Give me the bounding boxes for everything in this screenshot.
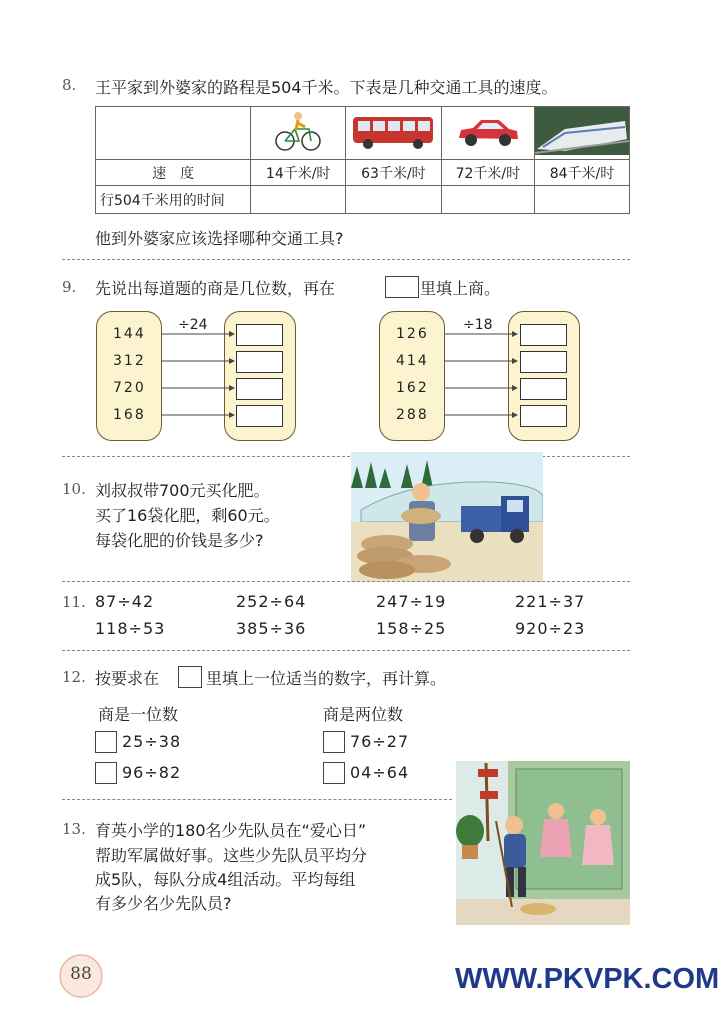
digit-input-box[interactable]: [95, 762, 117, 784]
quotient-answer-box[interactable]: [520, 405, 567, 427]
dividend: 144: [113, 326, 146, 342]
dividend: 720: [113, 380, 146, 396]
quotient-answer-box[interactable]: [236, 405, 283, 427]
quotient-answer-box[interactable]: [520, 378, 567, 400]
question-10-line: 每袋化肥的价钱是多少?: [95, 531, 264, 550]
divisor-label: ÷18: [463, 317, 493, 333]
volunteers-illustration: [456, 761, 630, 925]
question-12-text-end: 里填上一位适当的数字，再计算。: [206, 669, 447, 688]
divisor-label: ÷24: [178, 317, 208, 333]
digit-input-box[interactable]: [323, 731, 345, 753]
question-13-line: 育英小学的180名少先队员在“爱心日”: [95, 821, 367, 840]
quotient-answer-box[interactable]: [236, 324, 283, 346]
quotient-answer-box[interactable]: [520, 324, 567, 346]
question-9-text-start: 先说出每道题的商是几位数，再在: [95, 279, 336, 298]
bicycle-icon: [273, 109, 323, 153]
question-13-line: 有多少名少先队员?: [95, 894, 232, 913]
speed-table: [95, 106, 630, 214]
right-column-title: 商是两位数: [323, 705, 404, 724]
speed-row-label: 速 度: [96, 160, 251, 186]
digit-input-box[interactable]: [323, 762, 345, 784]
dividend: 168: [113, 407, 146, 423]
division-expression: 25÷38: [122, 732, 182, 751]
dividend: 126: [396, 326, 429, 342]
inline-answer-box: [178, 666, 202, 688]
inline-answer-box: [385, 276, 419, 298]
question-8-followup: 他到外婆家应该选择哪种交通工具?: [95, 229, 344, 248]
question-10-line: 刘叔叔带700元买化肥。: [95, 481, 270, 500]
division-expression: 76÷27: [350, 732, 410, 751]
speed-value: 63千米/时: [346, 160, 442, 186]
question-13-line: 帮助军属做好事。这些少先队员平均分: [95, 846, 368, 865]
car-icon: [455, 112, 521, 150]
division-expression: 252÷64: [236, 592, 307, 611]
time-answer-cell[interactable]: [251, 186, 346, 214]
arrows-left: [160, 320, 240, 430]
bus-cell: [346, 107, 442, 160]
question-8-text: 王平家到外婆家的路程是504千米。下表是几种交通工具的速度。: [95, 78, 558, 97]
question-9-text-end: 里填上商。: [420, 279, 501, 298]
speed-value: 72千米/时: [441, 160, 534, 186]
division-expression: 04÷64: [350, 763, 410, 782]
division-expression: 118÷53: [95, 619, 166, 638]
question-13-line: 成5队，每队分成4组活动。平均每组: [95, 870, 356, 889]
divider: [62, 650, 630, 651]
question-number-10: 10.: [62, 480, 86, 498]
dividend: 312: [113, 353, 146, 369]
divider: [62, 799, 452, 800]
digit-input-box[interactable]: [95, 731, 117, 753]
quotient-answer-box[interactable]: [236, 351, 283, 373]
division-expression: 920÷23: [515, 619, 586, 638]
division-expression: 87÷42: [95, 592, 155, 611]
division-expression: 221÷37: [515, 592, 586, 611]
time-answer-cell[interactable]: [534, 186, 629, 214]
question-number-9: 9.: [62, 278, 77, 296]
question-12-text-start: 按要求在: [95, 669, 160, 688]
left-column-title: 商是一位数: [98, 705, 179, 724]
time-row-label: 行504千米用的时间: [96, 186, 251, 214]
dividend: 414: [396, 353, 429, 369]
page-number: 88: [70, 964, 92, 984]
time-answer-cell[interactable]: [441, 186, 534, 214]
divider: [62, 456, 630, 457]
question-10-line: 买了16袋化肥，剩60元。: [95, 506, 280, 525]
divider: [62, 581, 630, 582]
train-cell: [534, 107, 629, 160]
question-number-8: 8.: [62, 76, 77, 94]
division-expression: 96÷82: [122, 763, 182, 782]
quotient-answer-box[interactable]: [520, 351, 567, 373]
division-expression: 385÷36: [236, 619, 307, 638]
divider: [62, 259, 630, 260]
car-cell: [441, 107, 534, 160]
question-number-12: 12.: [62, 668, 86, 686]
speed-value: 14千米/时: [251, 160, 346, 186]
table-header-empty: [96, 107, 251, 160]
question-number-13: 13.: [62, 820, 86, 838]
watermark-url[interactable]: WWW.PKVPK.COM: [455, 963, 720, 995]
arrows-right: [443, 320, 523, 430]
bus-icon: [350, 111, 436, 151]
bicycle-cell: [251, 107, 346, 160]
division-expression: 158÷25: [376, 619, 447, 638]
quotient-answer-box[interactable]: [236, 378, 283, 400]
dividend: 162: [396, 380, 429, 396]
speed-value: 84千米/时: [534, 160, 629, 186]
train-icon: [535, 107, 629, 155]
question-number-11: 11.: [62, 593, 86, 611]
time-answer-cell[interactable]: [346, 186, 442, 214]
fertilizer-illustration: [351, 452, 543, 582]
division-expression: 247÷19: [376, 592, 447, 611]
dividend: 288: [396, 407, 429, 423]
